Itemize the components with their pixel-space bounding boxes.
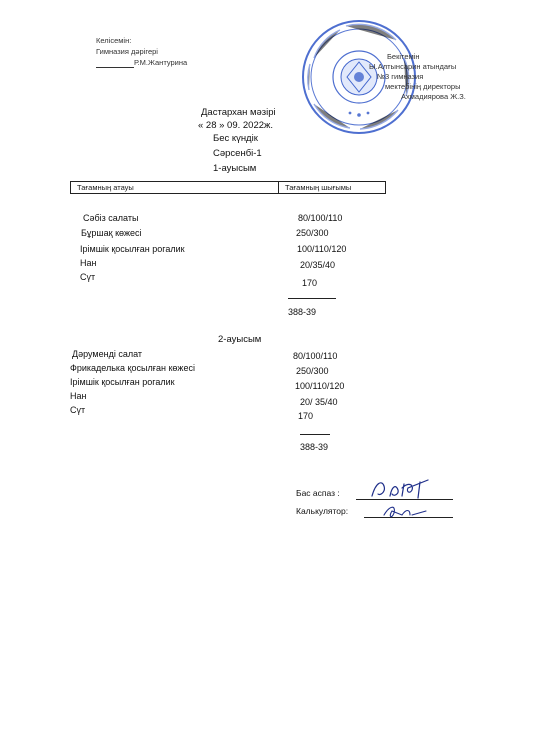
shift2-total-rule xyxy=(300,434,330,435)
shift2-item-name: Фрикаделька қосылған көжесі xyxy=(70,363,195,373)
shift2-item-name: Ірімшік қосылған рогалик xyxy=(70,377,175,387)
shift2-item-name: Дәруменді салат xyxy=(72,349,143,359)
approval-doctor-name: Р.М.Жантурина xyxy=(134,58,188,67)
shift1-total: 388-39 xyxy=(288,307,317,317)
director-role: мектебінің директоры xyxy=(385,82,461,91)
shift1-item-yield: 250/300 xyxy=(296,228,329,238)
approval-director-block xyxy=(361,52,466,102)
approval-agreed: Келісемін: xyxy=(96,36,132,45)
calculator-label: Калькулятор: xyxy=(296,506,349,516)
shift1-item-yield: 20/35/40 xyxy=(300,260,336,270)
shift2-item-yield: 100/110/120 xyxy=(295,381,345,391)
table-header xyxy=(70,181,386,194)
menu-date: « 28 » 09. 2022ж. xyxy=(198,120,274,131)
director-approve: Бекітемін xyxy=(387,52,420,61)
shift1-item-yield: 80/100/110 xyxy=(298,213,343,223)
approval-doctor-line xyxy=(96,57,187,68)
menu-title: Дастархан мәзірі xyxy=(201,107,276,118)
calculator-signature xyxy=(380,503,430,521)
shift1-item-yield: 100/110/120 xyxy=(297,244,347,254)
menu-week: Бес күндік xyxy=(213,133,258,144)
menu-day: Сәрсенбі-1 xyxy=(213,148,262,159)
shift2-item-yield: 80/100/110 xyxy=(293,351,338,361)
director-name: Ахмадиярова Ж.З. xyxy=(401,92,466,101)
shift1-item-name: Сүт xyxy=(80,272,96,282)
shift1-item-name: Нан xyxy=(80,258,97,268)
head-cook-signature xyxy=(368,476,438,502)
shift2-item-yield: 170 xyxy=(298,411,314,421)
shift2-heading: 2-ауысым xyxy=(218,334,262,345)
shift1-item-name: Ірімшік қосылған рогалик xyxy=(80,244,185,254)
director-school-name: Ы.Алтынсарин атындағы xyxy=(369,62,457,71)
shift2-total: 388-39 xyxy=(300,442,329,452)
shift2-item-yield: 20/ 35/40 xyxy=(300,397,338,407)
shift2-item-name: Нан xyxy=(70,391,87,401)
column-header-yield: Тағамның шығымы xyxy=(285,183,352,192)
shift2-item-yield: 250/300 xyxy=(296,366,329,376)
shift2-item-name: Сүт xyxy=(70,405,86,415)
shift1-item-yield: 170 xyxy=(302,278,318,288)
approval-doctor-role: Гимназия дәрігері xyxy=(96,47,158,56)
shift1-item-name: Сәбіз салаты xyxy=(83,213,139,223)
head-cook-label: Бас аспаз : xyxy=(296,488,340,498)
shift1-item-name: Бұршақ көжесі xyxy=(81,228,142,238)
approval-block xyxy=(96,35,187,68)
director-school-number: №3 гимназия xyxy=(377,72,424,81)
signature-blank-line xyxy=(96,67,134,68)
shift1-total-rule xyxy=(288,298,336,299)
column-header-name: Тағамның атауы xyxy=(71,182,279,193)
shift1-heading: 1-ауысым xyxy=(213,163,257,174)
